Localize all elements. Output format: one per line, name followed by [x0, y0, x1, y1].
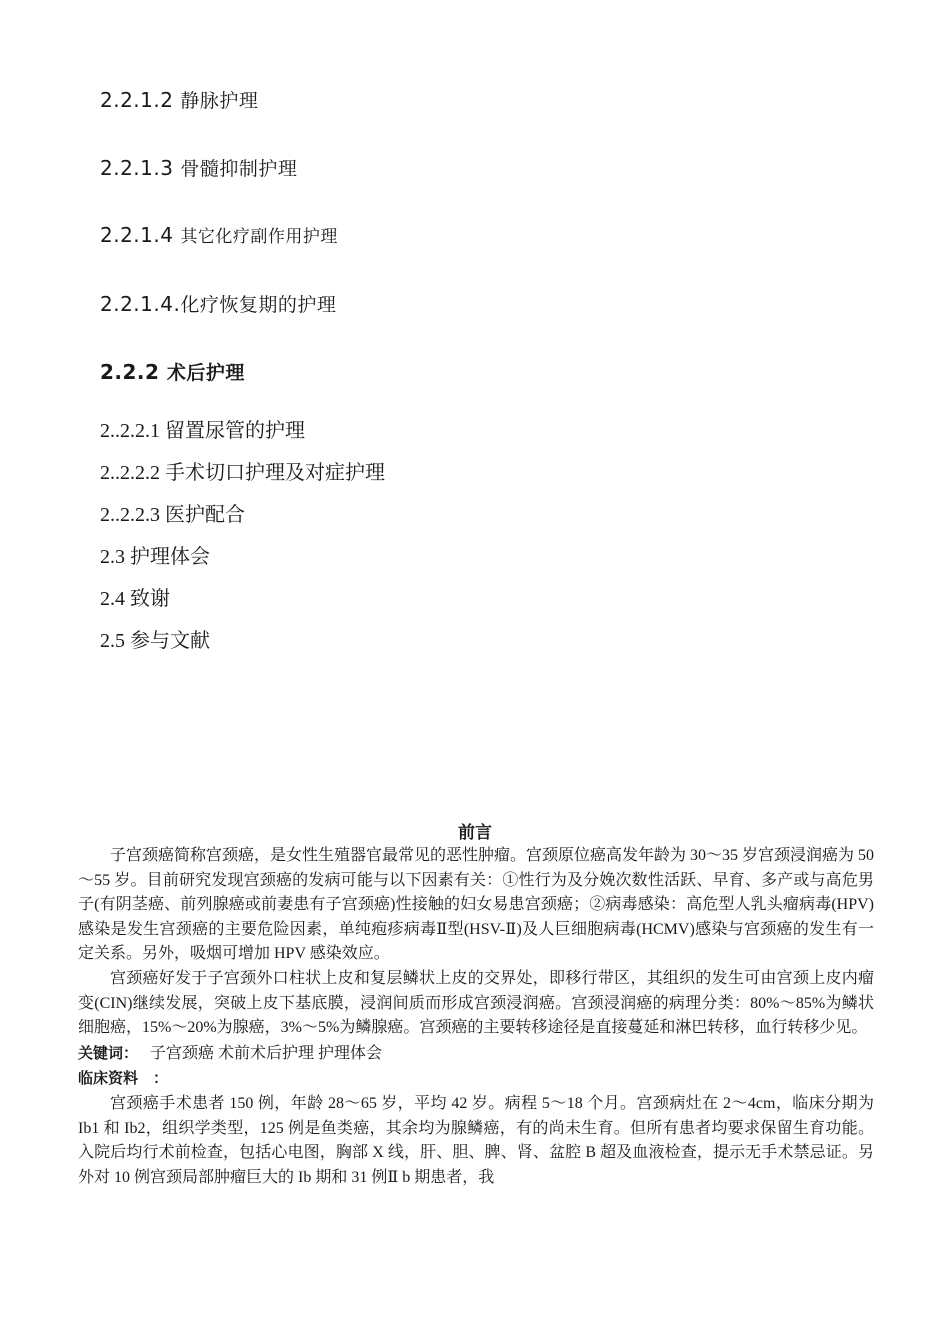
toc-item-2-2-1-3: [100, 154, 297, 181]
toc-heading-2-2-2: [100, 358, 245, 385]
clinical-data-line: [78, 1066, 874, 1092]
keywords-value: 子宫颈癌 术前术后护理 护理体会: [150, 1044, 383, 1062]
toc-label: 骨髓抑制护理: [180, 158, 298, 180]
toc-number: 2.2.1.2: [100, 88, 174, 112]
toc-number: 2.2.1.3: [100, 156, 174, 180]
toc-item-2-3: 2.3 护理体会: [100, 546, 210, 568]
preface-body: [78, 844, 874, 1190]
toc-label: 静脉护理: [180, 90, 259, 112]
toc-item-2-2-1-4: [100, 222, 338, 247]
toc-item-2-5: 2.5 参与文献: [100, 630, 210, 652]
toc-item-2-2-1-2: [100, 86, 258, 113]
toc-number: 2.2.1.4.: [100, 292, 181, 316]
toc-label: 其它化疗副作用护理: [180, 227, 338, 247]
toc-item-2-4: 2.4 致谢: [100, 588, 170, 610]
clinical-paragraph: 宫颈癌手术患者 150 例，年龄 28～65 岁，平均 42 岁。病程 5～18 个月。宫颈病灶在 2～4cm，临床分期为 Ib1 和 Ib2，组织学类型，125 例是鱼类癌，其余均为腺鳞癌，有的尚未生育。但所有患者均要求保留生育功能。入院后均行术前检查，包括心电图，胸部 X 线，肝、胆、脾、肾、盆腔 B 超及血液检查，提示无手术禁忌证。另外对 10 例宫颈局部肿瘤巨大的 Ib 期和 31 例Ⅱ b 期患者，我: [78, 1094, 874, 1186]
toc-number: 2.2.1.4: [100, 223, 174, 247]
keywords-line: [78, 1041, 874, 1067]
toc-item-2-2-2-3: 2..2.2.3 医护配合: [100, 504, 245, 526]
toc-label: 化疗恢复期的护理: [180, 294, 337, 316]
toc-label: 术后护理: [166, 362, 245, 384]
preface-paragraph-1: 子宫颈癌简称宫颈癌，是女性生殖器官最常见的恶性肿瘤。宫颈原位癌高发年龄为 30～35 岁宫颈浸润癌为 50～55 岁。目前研究发现宫颈癌的发病可能与以下因素有关：①性行为及分娩次数性活跃、早育、多产或与高危男子(有阴茎癌、前列腺癌或前妻患有子宫颈癌)性接触的妇女易患宫颈癌；②病毒感染：高危型人乳头瘤病毒(HPV)感染是发生宫颈癌的主要危险因素，单纯疱疹病毒Ⅱ型(HSV-Ⅱ)及人巨细胞病毒(HCMV)感染与宫颈癌的发生有一定关系。另外，吸烟可增加 HPV 感染效应。: [78, 847, 875, 963]
preface-paragraph-2: 宫颈癌好发于子宫颈外口柱状上皮和复层鳞状上皮的交界处，即移行带区，其组织的发生可由宫颈上皮内瘤变(CIN)继续发展，突破上皮下基底膜，浸润间质而形成宫颈浸润癌。宫颈浸润癌的病理分类：80%～85%为鳞状细胞癌，15%～20%为腺癌，3%～5%为鳞腺癌。宫颈癌的主要转移途径是直接蔓延和淋巴转移，血行转移少见。: [78, 969, 874, 1037]
toc-item-2-2-2-1: 2..2.2.1 留置尿管的护理: [100, 420, 305, 442]
toc-number: 2.2.2: [100, 360, 160, 384]
toc-item-2-2-1-4-recovery: [100, 290, 336, 317]
preface-title: 前言: [458, 823, 492, 843]
keywords-label: 关键词：: [78, 1043, 139, 1062]
toc-item-2-2-2-2: 2..2.2.2 手术切口护理及对症护理: [100, 462, 385, 484]
clinical-data-label: 临床资料 ：: [78, 1069, 169, 1088]
